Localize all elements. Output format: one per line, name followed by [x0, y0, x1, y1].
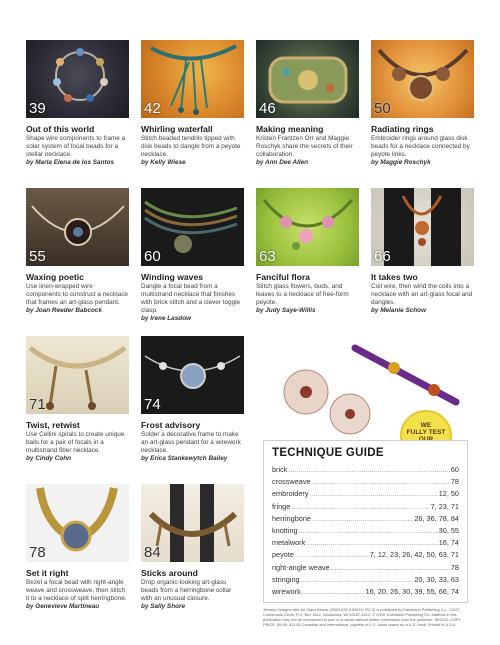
technique-pages: 78 [450, 562, 459, 572]
page-number: 71 [29, 396, 46, 413]
technique-name: metalwork [272, 538, 306, 548]
badge-line: FULLY TEST [406, 428, 446, 436]
technique-pages: 7, 12, 23, 26, 42, 50, 63, 71 [369, 550, 459, 560]
technique-name: fringe [272, 501, 291, 511]
article-55[interactable] [26, 188, 129, 315]
article-byline: by Genevieve Martineau [26, 603, 100, 611]
article-photo-84 [141, 484, 244, 562]
article-42[interactable] [141, 40, 244, 167]
article-photo-55 [26, 188, 129, 266]
technique-name: knotting [272, 526, 298, 536]
guide-entry[interactable] [272, 475, 459, 487]
article-title: Making meaning [256, 124, 324, 134]
technique-name: peyote [272, 550, 294, 560]
page-number: 42 [144, 100, 161, 117]
guide-entry[interactable] [272, 573, 459, 585]
article-60[interactable] [141, 188, 244, 323]
page-number: 39 [29, 100, 46, 117]
guide-entry[interactable] [272, 561, 459, 573]
article-71[interactable] [26, 336, 129, 463]
technique-name: crossweave [272, 477, 311, 487]
guide-entry[interactable] [272, 463, 459, 475]
technique-pages: 26, 36, 78, 84 [414, 513, 459, 523]
article-photo-78 [26, 484, 129, 562]
page-number: 84 [144, 544, 161, 561]
article-photo-42 [141, 40, 244, 118]
article-description: Drop organic-looking art-glass beads from a herringbone collar with an unusual closure. [141, 579, 232, 603]
article-description: Kristen Frantzen Orr and Maggie Roschyk share the secrets of their collaboration. [256, 135, 353, 159]
guide-entry[interactable] [272, 487, 459, 499]
page-number: 55 [29, 248, 46, 265]
article-74[interactable] [141, 336, 244, 463]
article-byline: by Kelly Wiese [141, 159, 186, 167]
article-row-1 [26, 40, 474, 188]
guide-entry[interactable] [272, 524, 459, 536]
article-byline: by Joan Reeder Babcock [26, 307, 103, 315]
guide-entry[interactable] [272, 500, 459, 512]
technique-pages: 16, 74 [438, 538, 459, 548]
page-number: 63 [259, 248, 276, 265]
article-byline: by Irene Lasdow [141, 315, 192, 323]
article-description: Embroider rings around glass disk beads for a necklace connected by peyote links. [371, 135, 470, 159]
technique-pages: 60 [450, 465, 459, 474]
page-number: 50 [374, 100, 391, 117]
article-byline: by Marla Elena de los Santos [26, 159, 115, 167]
article-byline: by Ann Dee Allen [256, 159, 309, 167]
article-description: Shape wire components to frame a solar system of focal beads for a stellar necklace. [26, 135, 126, 159]
article-description: Stitch beaded tendrils tipped with disk beads to dangle from a peyote necklace. [141, 135, 241, 159]
page-number: 60 [144, 248, 161, 265]
article-byline: by Sally Shore [141, 603, 186, 611]
technique-pages: 12, 50 [438, 489, 459, 499]
page-number: 66 [374, 248, 391, 265]
article-46[interactable] [256, 40, 359, 167]
article-description: Use Cellini spirals to create unique bails for a pair of focals in a multistrand fiber necklace. [26, 431, 125, 455]
article-title: Whirling waterfall [141, 124, 213, 134]
article-photo-60 [141, 188, 244, 266]
article-photo-39 [26, 40, 129, 118]
article-title: Set it right [26, 568, 69, 578]
page-number: 78 [29, 544, 46, 561]
technique-guide [263, 440, 468, 603]
guide-entry[interactable] [272, 585, 459, 597]
article-84[interactable] [141, 484, 244, 611]
article-50[interactable] [371, 40, 474, 167]
article-row-2 [26, 188, 474, 336]
article-description: Bezel a focal bead with right-angle weave and crossweave, then stitch it to a necklace of split herringbone. [26, 579, 127, 603]
article-description: Coil wire, then wind the coils into a necklace with an art-glass focal and dangles. [371, 283, 473, 307]
guide-entry[interactable] [272, 536, 459, 548]
article-title: Out of this world [26, 124, 95, 134]
technique-name: herringbone [272, 513, 311, 523]
technique-name: embroidery [272, 489, 309, 499]
article-78[interactable] [26, 484, 129, 611]
page-number: 74 [144, 396, 161, 413]
article-byline: by Melanie Schow [371, 307, 427, 315]
technique-guide-title: TECHNIQUE GUIDE [272, 447, 384, 459]
technique-pages: 20, 30, 33, 63 [414, 574, 459, 584]
article-byline: by Maggie Roschyk [371, 159, 431, 167]
article-title: Frost advisory [141, 420, 201, 430]
article-description: Dangle a focal bead from a multistrand necklace that finishes with brick stitch and a clever toggle clasp. [141, 283, 241, 315]
page-number: 46 [259, 100, 276, 117]
article-title: Sticks around [141, 568, 198, 578]
technique-name: right-angle weave [272, 562, 330, 572]
technique-pages: 7, 23, 71 [430, 501, 459, 511]
article-description: Stitch glass flowers, buds, and leaves to a necklace of free-form peyote. [256, 283, 349, 307]
article-title: Waxing poetic [26, 272, 84, 282]
article-title: Winding waves [141, 272, 203, 282]
article-photo-66 [371, 188, 474, 266]
article-title: Fanciful flora [256, 272, 310, 282]
article-photo-46 [256, 40, 359, 118]
article-photo-50 [371, 40, 474, 118]
article-description: Use linen-wrapped wire components to construct a necklace that frames an art-glass pendant. [26, 283, 128, 307]
article-title: Twist, retwist [26, 420, 80, 430]
article-66[interactable] [371, 188, 474, 315]
technique-pages: 16, 20, 26, 30, 39, 55, 66, 74 [365, 587, 459, 597]
article-39[interactable] [26, 40, 129, 167]
technique-name: wirework [272, 587, 301, 597]
article-byline: by Erica Stankewytch Bailey [141, 455, 228, 463]
article-byline: by Judy Saye-Willis [256, 307, 316, 315]
technique-name: stringing [272, 574, 300, 584]
article-byline: by Cindy Cohn [26, 455, 72, 463]
technique-pages: 78 [450, 477, 459, 487]
article-photo-74 [141, 336, 244, 414]
article-title: Radiating rings [371, 124, 434, 134]
guide-entry[interactable] [272, 512, 459, 524]
article-photo-63 [256, 188, 359, 266]
technique-name: brick [272, 465, 288, 474]
publication-fine-print: Jewelry Designs with Art Glass Beads (ISBN 978-0-89024-762-3) is published by Kalmbach Publishing Co., 21027 Crossroads Circle, P.O. Box 1612, Waukesha, WI 53187-1612. © 2009, Kalmbach Publishing Co. Material in this publication may not be reproduced in part or in whole without written permission from the publisher. SINGLE COPY PRICE: $9.95; $11.95 Canadian and international, payable in U.S. funds drawn on a U.S. bank. Printed in U.S.A. [263, 607, 461, 627]
article-63[interactable] [256, 188, 359, 315]
guide-entry[interactable] [272, 548, 459, 560]
article-description: Solder a decorative frame to make an art-glass pendant for a wirework necklace. [141, 431, 241, 455]
badge-line: WE [420, 421, 432, 429]
article-title: It takes two [371, 272, 418, 282]
article-photo-71 [26, 336, 129, 414]
technique-pages: 30, 55 [438, 526, 459, 536]
